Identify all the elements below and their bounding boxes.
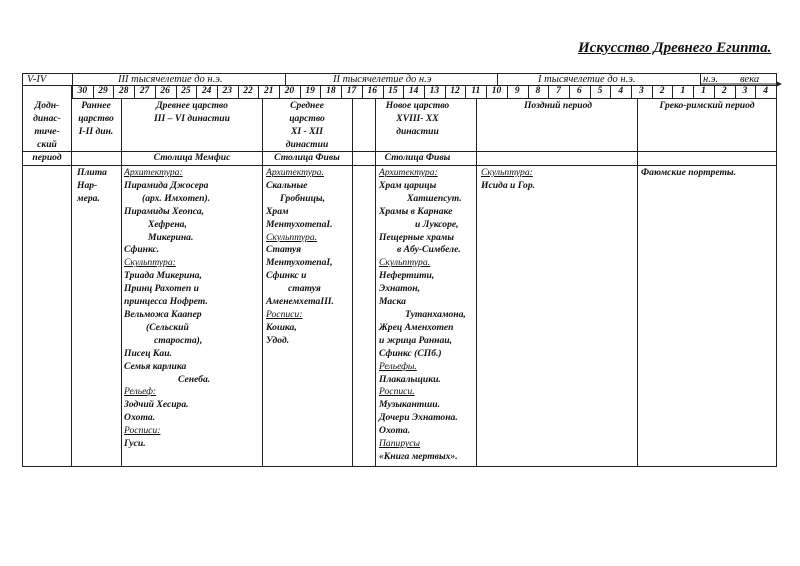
century-number: 19 [305,86,315,96]
middle-sculpture-label: Скульптура. [266,231,318,243]
early-kingdom-works: Плита Нар- мера. [77,167,107,204]
period-greco-roman: Греко-римский период [659,100,755,111]
header-millennium-1: I тысячелетие до н.э. [538,74,636,85]
page-title: Искусство Древнего Египта. [578,40,772,56]
century-number: 4 [618,86,624,96]
century-number: 11 [471,86,481,96]
capital-thebes-new: Столица Фивы [384,152,451,163]
century-number: 7 [556,86,561,96]
century-number: 26 [160,86,170,96]
header-ne: н.э. [703,74,719,85]
old-arch-label: Архитектура: [124,167,183,178]
century-number: 2 [659,86,665,96]
century-number: 15 [388,86,398,96]
century-number: 4 [763,86,768,96]
century-number: 29 [98,86,108,96]
period-early-kingdom: Раннее царство I-II дин. [78,100,114,137]
late-sculpture-label: Скульптура: [481,167,533,178]
old-relief-label: Рельеф: [124,386,157,398]
middle-arch-label: Архитектура. [266,167,324,178]
century-number: 30 [77,86,88,96]
header-millennium-3: III тысячелетие до н.э. [118,74,223,85]
century-number: 18 [326,86,336,96]
new-arch-label: Архитектура: [379,167,438,178]
new-painting-label: Росписи. [379,386,415,398]
capital-memphis: Столица Мемфис [153,152,231,163]
old-sculpture-label: Скульптура: [124,257,176,269]
middle-painting-label: Росписи: [266,308,303,320]
period-new-kingdom: Новое царство XVIII- XX династии [385,100,450,137]
century-number: 8 [535,86,541,96]
century-number: 23 [222,86,233,96]
century-number: 3 [742,86,748,96]
old-painting-label: Росписи: [124,425,161,437]
century-number: 21 [263,86,274,96]
century-number: 10 [491,86,502,96]
century-number: 1 [701,86,706,96]
period-late: Поздний период [523,100,593,111]
century-number: 27 [139,86,150,96]
late-period-works: Скульптура: Исида и Гор. [481,167,536,191]
century-number: 17 [346,86,357,96]
century-number: 14 [408,86,419,96]
period-predynastic: Додн- динас- тиче- ский период [32,100,62,163]
header-first-cell: V-IV [27,74,47,85]
new-sculpture-label: Скульптура. [379,257,431,269]
header-millennium-2: II тысячелетие до н.э [333,74,432,85]
century-number: 20 [284,86,295,96]
new-relief-label: Рельефы. [379,360,417,372]
century-number: 6 [576,86,582,96]
century-number: 28 [119,86,129,96]
middle-kingdom-works: Архитектура. Скальные Гробницы, Храм МентухотепаI. Скульптура. Статуя МентухотепаI, Сфинкс и статуя АменемхетаIII. Росписи: Кошка, Удод. [266,167,334,346]
century-number: 22 [243,86,253,96]
old-kingdom-works: Архитектура: Пирамида Джосера (арх. Имхотеп). Пирамиды Хеопса, Хефрена, Микерина. Сфинкс. Скульптура: Триада Микерина, Принц Рахотеп и принцесса Нофрет. Вельможа Каапер (Сельский староста), Писец Каи. Семья карлика Сенеба. Рельеф: Зодчий Хесира. Охота. Росписи: Гуси. [124,167,211,450]
century-number: 2 [721,86,727,96]
century-number: 5 [597,86,603,96]
header-centuries: века [740,74,760,85]
century-number: 24 [201,86,212,96]
greco-roman-works: Фаюмские портреты. [641,167,736,178]
century-number: 3 [639,86,644,96]
capital-thebes-middle: Столица Фивы [274,152,340,163]
century-number: 12 [450,86,460,96]
century-number: 9 [514,86,520,96]
new-papyri-label: Папирусы [379,438,421,450]
century-number: 13 [429,86,440,96]
century-number: 16 [367,86,377,96]
new-kingdom-works: Архитектура: Храм царицы Хатшепсут. Храмы в Карнаке и Луксоре, Пещерные храмы в Абу-Симбеле. Скульптура. Нефертити, Эхнатон, Маска Тутанхамона, Жрец Аменхотеп и жрица Раннаи, Сфинкс (СПб.) Рельефы. Плакальщики. Росписи. Музыкантши. Дочери Эхнатона. Охота. Папирусы «Книга мертвых». [379,167,466,462]
century-number: 1 [680,86,686,96]
century-number: 25 [181,86,191,96]
period-middle-kingdom: Среднее царство XI - XII династии [285,100,329,150]
period-old-kingdom: Древнее царство III – VI династии [154,100,230,124]
